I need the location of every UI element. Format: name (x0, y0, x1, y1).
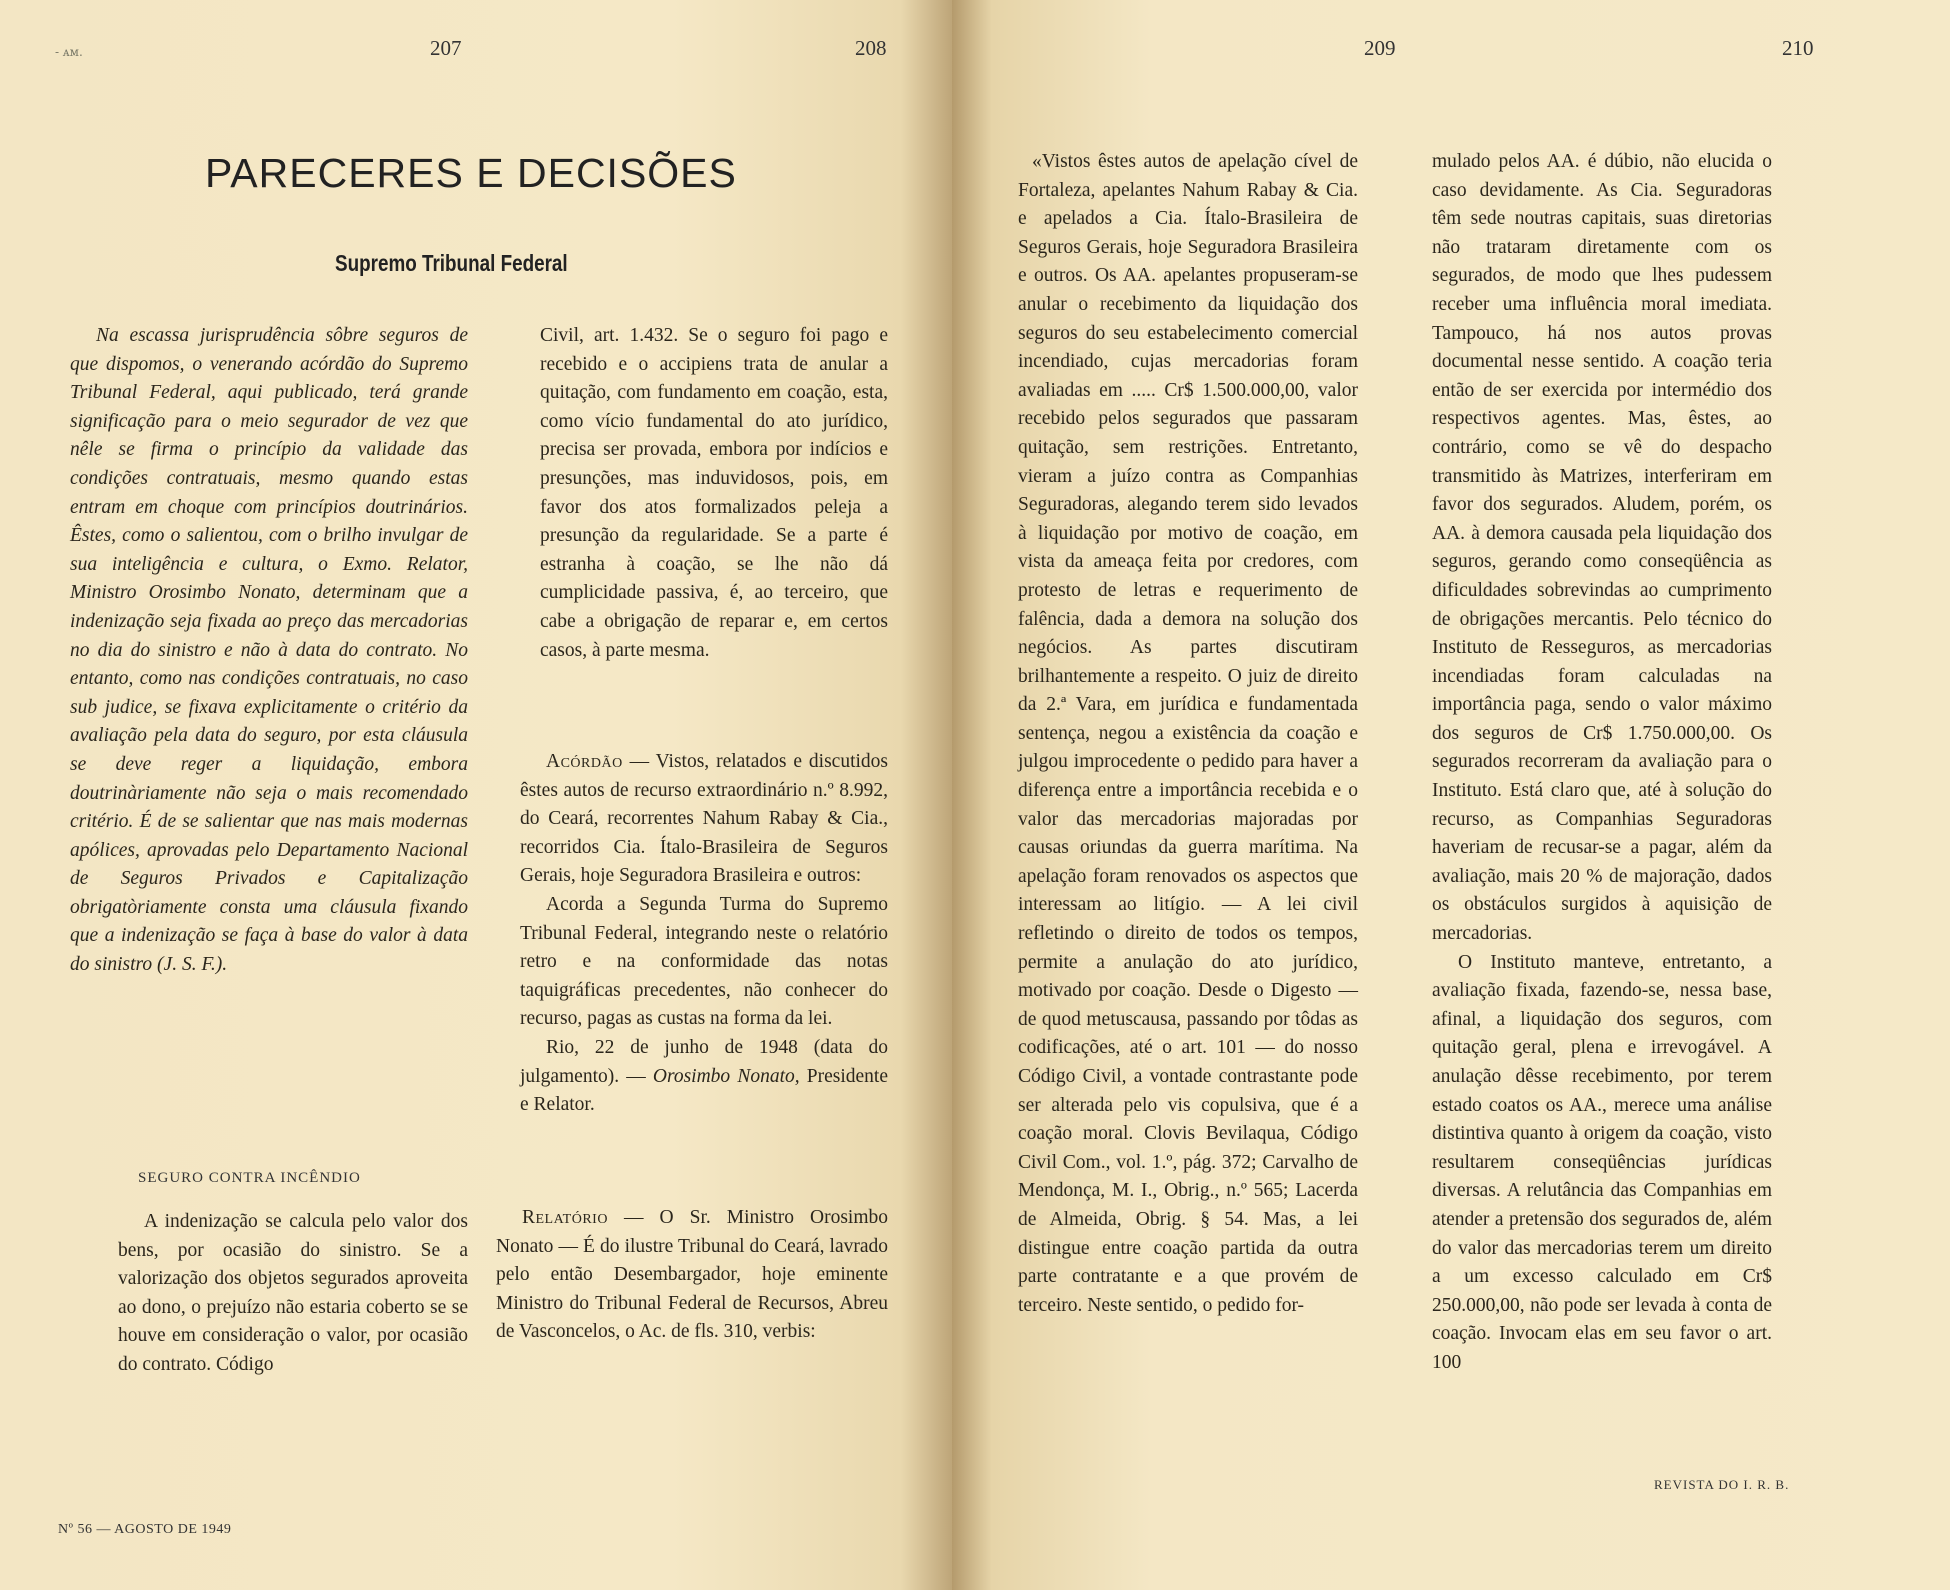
signatory-name: Orosimbo Nonato, (652, 1065, 800, 1087)
page-title: PARECERES E DECISÕES (205, 150, 737, 196)
date-line: Rio, 22 de junho de 1948 (data do julgamento). — (520, 1036, 888, 1087)
right-page (952, 0, 1950, 1590)
column2-paragraph: Civil, art. 1.432. Se o seguro foi pago e recebido e o accipiens trata de anular a quitação, com fundamento em coação, esta, como vício fundamental do ato jurídico, precisa ser provada, embora por indícios e presunções, mas induvidosos, pois, em favor dos atos formalizados peleja a presunção da regularidade. Se a parte é estranha à coação, se lhe não dá cumplicidade passiva, é, ao terceiro, que cabe a obrigação de reparar e, em certos casos, à parte mesma. (540, 325, 888, 661)
page-subtitle: Supremo Tribunal Federal (335, 250, 568, 276)
intro-paragraph: Na escassa jurisprudência sôbre seguros de que dispomos, o venerando acórdão do Supremo Tribunal Federal, aqui publicado, terá grande significação para o meio segurador de vez que nêle se firma o princípio da validade das condições contratuais, mesmo quando estas entram em choque com princípios doutrinários. Êstes, como o salientou, com o brilho invulgar de sua inteligência e cultura, o Exmo. Relator, Ministro Orosimbo Nonato, determinam que a indenização seja fixada ao preço das mercadorias no dia do sinistro e não à data do contrato. No entanto, como nas condições contratuais, no caso sub judice, se fixava explicitamente o critério da avaliação pela data do seguro, por esta cláusula se deve reger a liquidação, embora doutrinàriamente não seja o mais recomendado critério. É de se salientar que nas mais modernas apólices, aprovadas pelo Departamento Nacional de Seguros Privados e Capitalização obrigatòriamente consta uma cláusula fixando que a indenização se faça à base do valor à data do sinistro (J. S. F.). (70, 325, 468, 976)
left-column-1 (70, 322, 468, 980)
signatory-role: Presidente e Relator. (520, 1065, 888, 1116)
page-number-209: 209 (1364, 36, 1396, 60)
right-column-2-paragraph-1: mulado pelos AA. é dúbio, não elucida o caso devidamente. As Cia. Seguradoras têm sede noutras capitais, suas diretorias não trataram diretamente com os segurados, de modo que lhes pudessem receber uma influência moral imediata. Tampouco, há nos autos provas documental nesse sentido. A coação teria então de ser exercida por intermédio dos respectivos agentes. Mas, êstes, ao contrário, como se vê do despacho transmitido às Matrizes, interferiram em favor dos segurados. Aludem, porém, os AA. à demora causada pela liquidação dos seguros, gerando como conseqüência as dificuldades sobrevindas ao cumprimento de obrigações mercantis. Pelo técnico do Instituto de Resseguros, as mercadorias incendiadas foram calculadas na importância paga, sendo o valor máximo dos seguros de Cr$ 1.750.000,00. Os segurados recorreram da avaliação para o Instituto. Está claro que, até à solução do recurso, as Companhias Seguradoras haveriam de recusar-se a pagar, além da avaliação, mais 20 % de majoração, dados os obstáculos surgidos à aquisição de mercadorias. (1432, 151, 1772, 945)
page-footer-left: Nº 56 — AGOSTO DE 1949 (58, 1522, 232, 1537)
acordao-label: Acórdão (546, 751, 623, 772)
relatorio-label: Relatório (522, 1207, 608, 1228)
right-column-2 (1432, 148, 1772, 1378)
left-page (0, 0, 958, 1590)
acordao-text: — Vistos, relatados e discutidos êstes autos de recurso extraordinário n.º 8.992, do Ceará, recorrentes Nahum Rabay & Cia., recorridos Cia. Ítalo-Brasileira de Seguros Gerais, hoje Seguradora Brasileira e outros: (520, 751, 888, 887)
relatorio-block (496, 1204, 888, 1347)
page-number-210: 210 (1782, 36, 1814, 60)
right-column-2-paragraph-2: O Instituto manteve, entretanto, a avaliação fixada, fazendo-se, nessa base, afinal, a liquidação dos seguros, com quitação geral, plena e irrevogável. A anulação dêsse recebimento, por terem estado coatos os AA., merece uma análise distintiva quanto à origem da coação, visto resultarem conseqüências jurídicas diversas. A relutância das Companhias em atender a pretensão dos segurados de, além do valor das mercadorias terem um direito a um excesso calculado em Cr$ 250.000,00, não pode ser levada à conta de coação. Invocam elas em seu favor o art. 100 (1432, 951, 1772, 1373)
section-paragraph: A indenização se calcula pelo valor dos bens, por ocasião do sinistro. Se a valorização dos objetos segurados aproveita ao dono, o prejuízo não estaria coberto se se houve em consideração o valor, por ocasião do contrato. Código (118, 1211, 468, 1375)
left-column-1-section (118, 1208, 468, 1380)
right-column-1-text: «Vistos êstes autos de apelação cível de Fortaleza, apelantes Nahum Rabay & Cia. e apelados a Cia. Ítalo-Brasileira de Seguros Gerais, hoje Seguradora Brasileira e outros. Os AA. apelantes propuseram-se anular o recebimento da liquidação dos seguros do seu estabelecimento comercial incendiado, cujas mercadorias foram avaliadas em ..... Cr$ 1.500.000,00, valor recebido pelos segurados que passaram quitação, sem restrições. Entretanto, vieram a juízo contra as Companhias Seguradoras, alegando terem sido levados à liquidação por motivo de coação, em vista da ameaça feita por credores, com protesto de letras e requerimento de falência, dada a demora na solução dos negócios. As partes discutiram brilhantemente a respeito. O juiz de direito da 2.ª Vara, em jurídica e fundamentada sentença, negou a existência da coação e julgou improcedente o pedido para haver a diferença entre a importância recebida e o valor das mercadorias majoradas por causas oriundas da guerra marítima. Na apelação foram renovados os aspectos que interessam ao litígio. — A lei civil refletindo o direito de todos os tempos, permite a anulação do ato jurídico, motivado por coação. Desde o Digesto — de quod metuscausa, passando por tôdas as codificações, até o art. 101 — do nosso Código Civil, a vontade contrastante pode ser alterada pelo vis copulsiva, que é a coação moral. Clovis Bevilaqua, Código Civil Com., vol. 1.º, pág. 372; Carvalho de Mendonça, M. I., Obrig., n.º 565; Lacerda de Almeida, Obrig. § 54. Mas, a lei distingue entre coação partida da outra parte contratante e a que provém de terceiro. Neste sentido, o pedido for- (1018, 151, 1358, 1316)
section-heading: SEGURO CONTRA INCÊNDIO (138, 1170, 361, 1186)
relatorio-text: — O Sr. Ministro Orosimbo Nonato — É do ilustre Tribunal do Ceará, lavrado pelo então Desembargador, hoje eminente Ministro do Tribunal Federal de Recursos, Abreu de Vasconcelos, o Ac. de fls. 310, verbis: (496, 1207, 888, 1343)
right-column-1 (1018, 148, 1358, 1320)
left-column-2 (540, 322, 888, 665)
acordao-text-2: Acorda a Segunda Turma do Supremo Tribunal Federal, integrando neste o relatório retro e na conformidade das notas taquigráficas precedentes, não conhecer do recurso, pagas as custas na forma da lei. (520, 893, 888, 1030)
page-number-208: 208 (855, 36, 887, 60)
page-number-207: 207 (430, 36, 462, 60)
acordao-block (520, 748, 888, 1120)
corner-mark: - ᴀᴍ. (55, 45, 83, 59)
page-footer-right: REVISTA DO I. R. B. (1654, 1477, 1790, 1492)
